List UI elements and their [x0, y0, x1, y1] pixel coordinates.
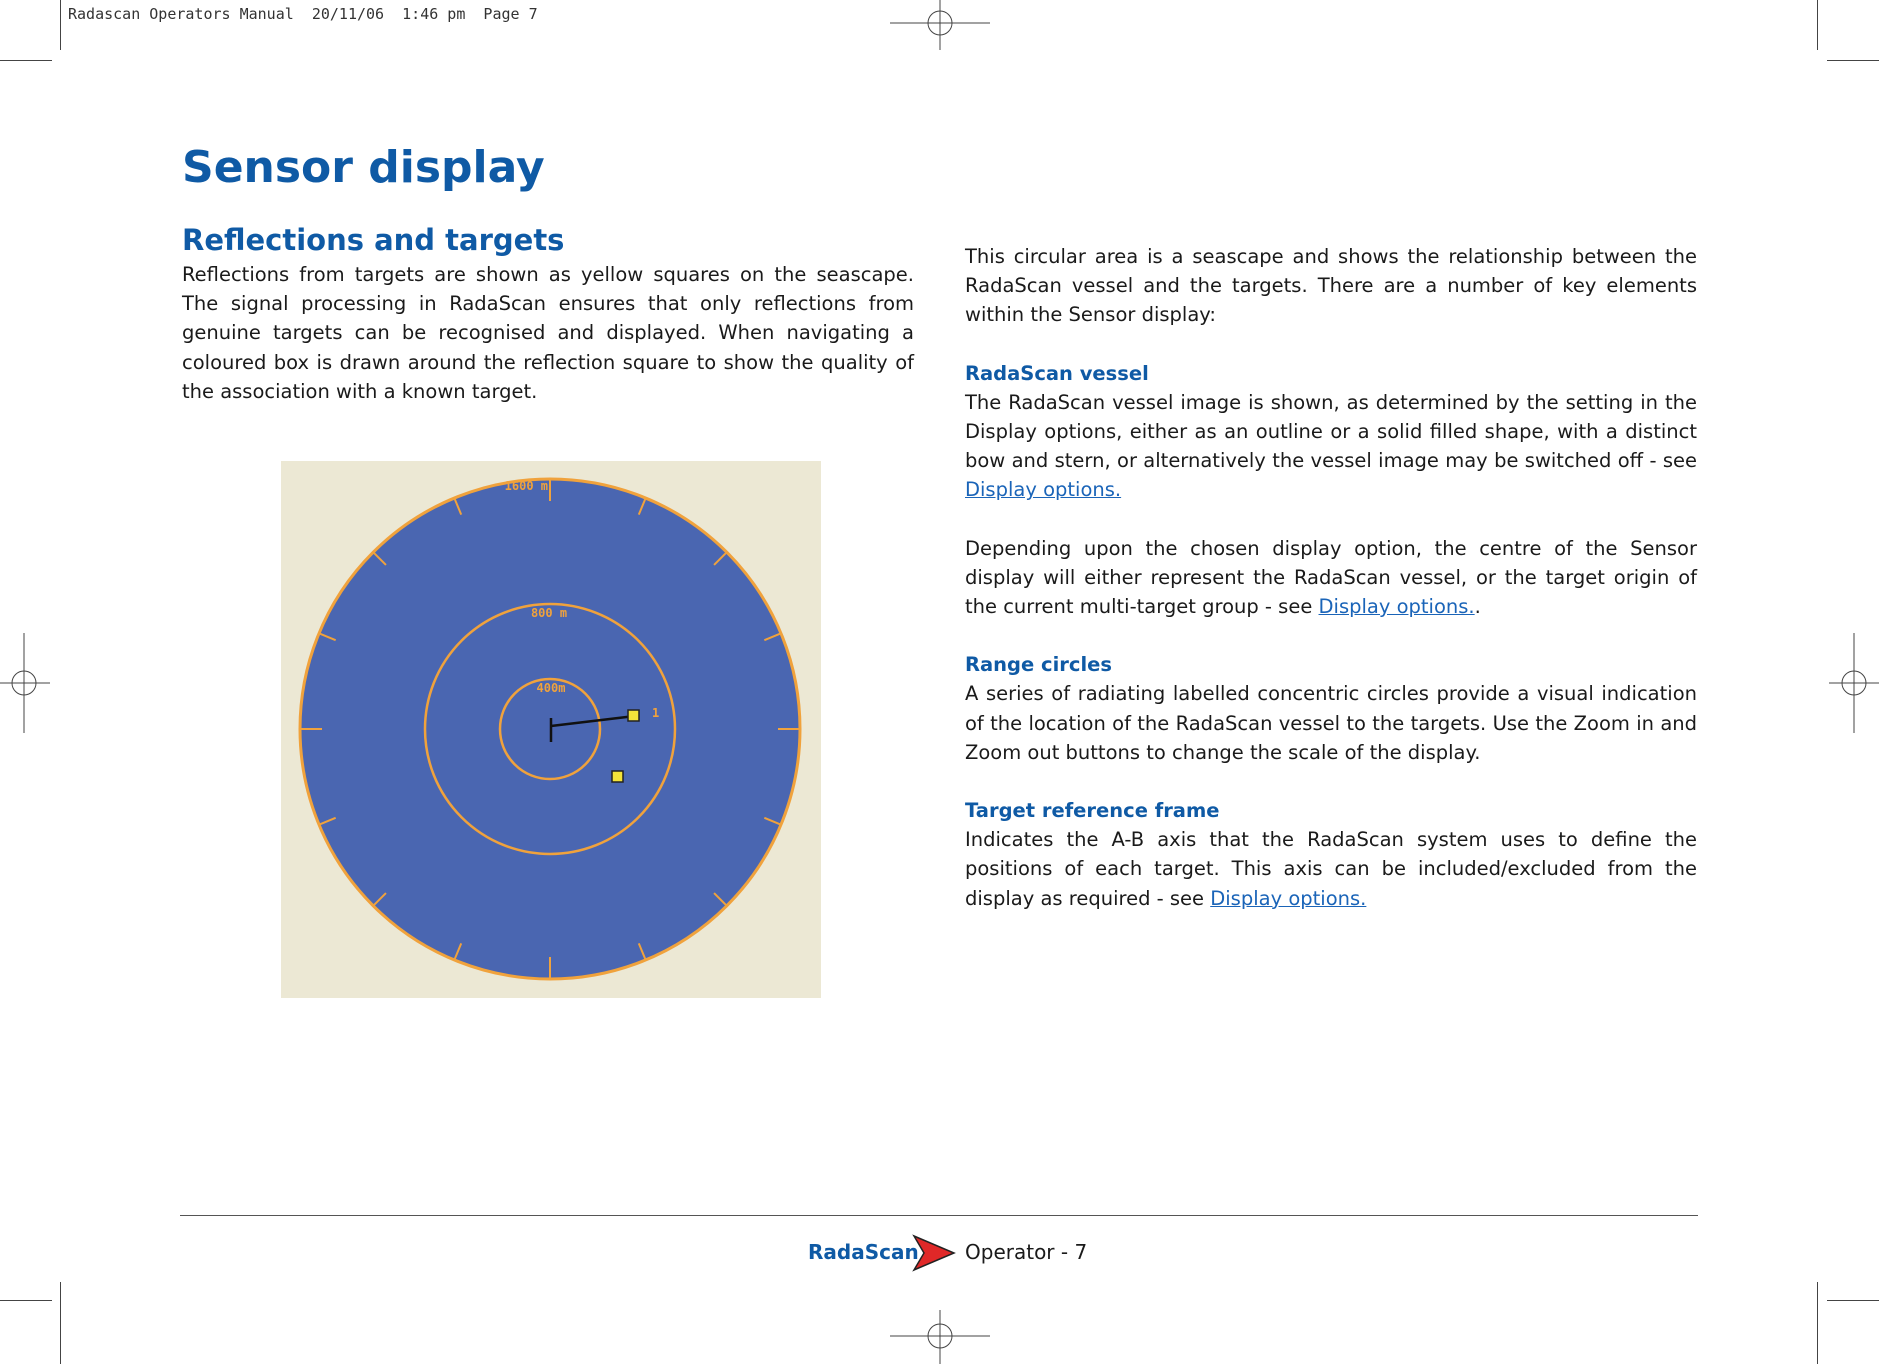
sensor-display-figure — [281, 461, 821, 998]
reflections-paragraph: Reflections from targets are shown as yellow squares on the seascape. The signal processing in RadaScan ensures that only reflections from genuine targets can be recognised and displayed. When navigating a coloured box is drawn around the reflection square to show the quality of the association with a known target. — [182, 263, 914, 403]
range-heading: Range circles — [965, 653, 1112, 677]
ring-label-middle: 800 m — [530, 606, 568, 620]
depending-paragraph — [965, 534, 1697, 622]
page-title: Sensor display — [182, 142, 545, 193]
crop-mark — [1817, 0, 1818, 50]
target-reflection-1 — [628, 710, 639, 721]
depending-end: . — [1474, 595, 1481, 619]
crop-mark — [1827, 60, 1879, 61]
display-options-link[interactable]: Display options. — [1210, 886, 1367, 910]
page-number: Operator - 7 — [965, 1240, 1088, 1264]
range-paragraph: A series of radiating labelled concentric circles provide a visual indication of the location of the RadaScan vessel to the targets. Use the Zoom in and Zoom out buttons to change the scale of the display. — [965, 682, 1697, 764]
frame-paragraph — [965, 825, 1697, 913]
crop-mark — [0, 60, 52, 61]
target-label: 1 — [652, 706, 660, 720]
display-options-link[interactable]: Display options. — [965, 478, 1122, 502]
arrow-logo-icon — [912, 1234, 956, 1272]
crop-mark — [0, 1300, 52, 1301]
display-options-link[interactable]: Display options. — [1318, 595, 1475, 619]
frame-text: Indicates the A-B axis that the RadaScan system uses to define the positions of each target. This axis can be included/excluded from the display as required - see — [965, 828, 1697, 910]
footer-rule — [180, 1215, 1698, 1216]
crop-mark — [1827, 1300, 1879, 1301]
crop-mark — [1817, 1282, 1818, 1364]
registration-mark-bottom — [890, 1310, 990, 1364]
crop-mark — [60, 0, 61, 50]
intro-paragraph: This circular area is a seascape and shows the relationship between the RadaScan vessel and the targets. There are a number of key elements within the Sensor display: — [965, 245, 1697, 327]
right-column — [965, 242, 1697, 942]
vessel-text: The RadaScan vessel image is shown, as determined by the setting in the Display options, either as an outline or a solid filled shape, with a distinct bow and stern, or alternatively the vessel image may be switched off - see — [965, 390, 1697, 473]
ring-label-outer: 1600 m — [504, 479, 548, 493]
crop-mark — [60, 1282, 61, 1364]
vessel-paragraph — [965, 388, 1697, 505]
registration-mark-left — [0, 633, 50, 733]
vessel-heading: RadaScan vessel — [965, 361, 1149, 385]
ring-label-inner: 400m — [536, 681, 566, 695]
depending-text: Depending upon the chosen display option, the centre of the Sensor display will either represent the RadaScan vessel, or the target origin of the current multi-target group - see — [965, 536, 1697, 619]
registration-mark-top — [890, 0, 990, 50]
section-heading: Reflections and targets — [182, 223, 565, 257]
registration-mark-right — [1829, 633, 1879, 733]
seascape-svg — [281, 461, 821, 998]
print-slug: Radascan Operators Manual 20/11/06 1:46 pm Page 7 — [68, 5, 538, 23]
target-reflection-2 — [612, 771, 623, 782]
frame-heading: Target reference frame — [965, 799, 1220, 823]
footer-brand: RadaScan — [808, 1240, 919, 1264]
